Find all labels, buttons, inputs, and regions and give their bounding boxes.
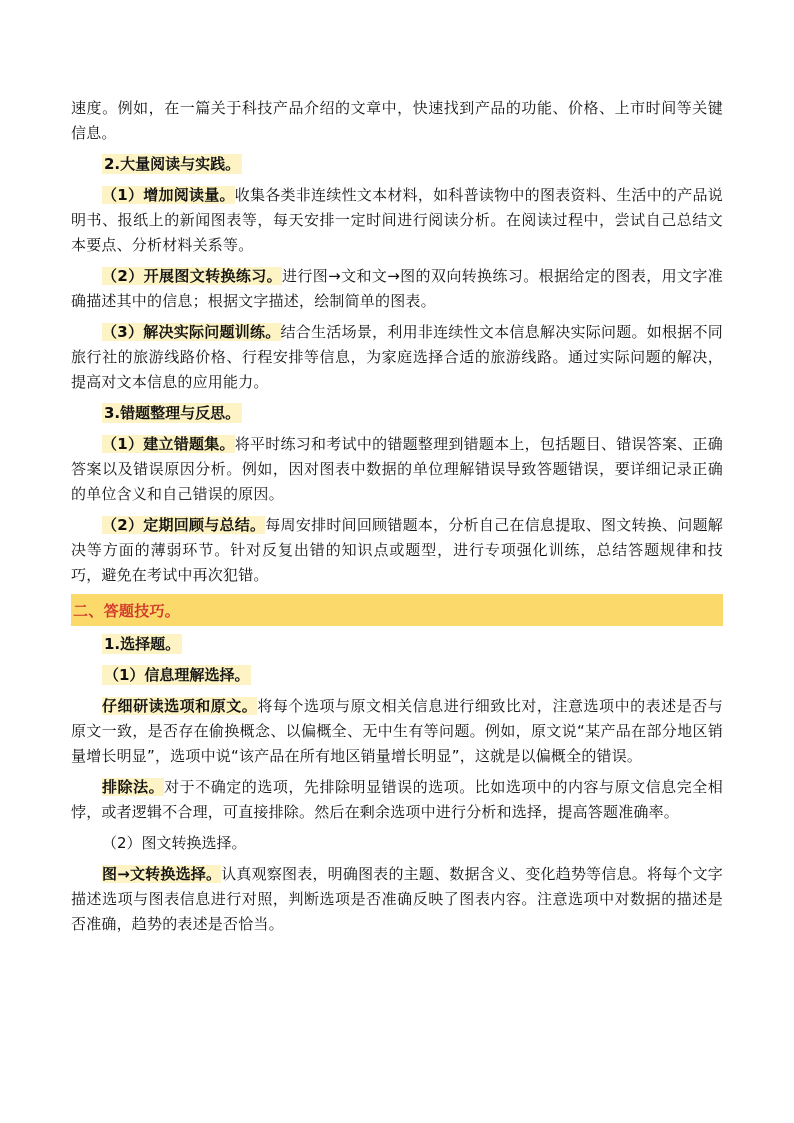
section-title: 二、答题技巧。: [73, 601, 181, 620]
heading-text: 3.错题整理与反思。: [104, 404, 241, 422]
heading-text: 2.大量阅读与实践。: [104, 155, 241, 173]
body-text: 收集各类非连续性文本材料，如科普读物中的图表资料、生活中的产品说明书、报纸上的新闻图表等，每天安排一定时间进行阅读分析。在阅读过程中，尝试自己总结文本要点、分析材料关系等。: [71, 186, 723, 254]
paragraph-periodic-review: [71, 513, 723, 588]
lead-text: 图→文转换选择。: [102, 865, 222, 883]
section-header-bar: [71, 594, 723, 626]
lead-text: 排除法。: [102, 778, 165, 796]
paragraph-increase-reading: [71, 183, 723, 258]
paragraph-image-to-text: [71, 862, 723, 937]
body-text: 每周安排时间回顾错题本，分析自己在信息提取、图文转换、问题解决等方面的薄弱环节。针对反复出错的知识点或题型，进行专项强化训练，总结答题规律和技巧，避免在考试中再次犯错。: [71, 516, 723, 584]
lead-text: （3）解决实际问题训练。: [102, 323, 281, 341]
heading-error-review: [71, 401, 723, 426]
paragraph-read-options: [71, 694, 723, 769]
paragraph-continuation: 速度。例如，在一篇关于科技产品介绍的文章中，快速找到产品的功能、价格、上市时间等关键信息。: [71, 99, 723, 142]
heading-text: （1）信息理解选择。: [104, 666, 250, 684]
document-page: [71, 96, 723, 943]
lead-text: （1）建立错题集。: [102, 435, 235, 453]
heading-text: （2）图文转换选择。: [102, 834, 247, 852]
heading-multiple-choice: [71, 632, 723, 657]
heading-image-text-choice: [71, 831, 723, 856]
paragraph-image-text-practice: [71, 264, 723, 314]
body-text: 结合生活场景，利用非连续性文本信息解决实际问题。如根据不同旅行社的旅游线路价格、行程安排等信息，为家庭选择合适的旅游线路。通过实际问题的解决，提高对文本信息的应用能力。: [71, 323, 723, 391]
lead-text: （1）增加阅读量。: [102, 186, 235, 204]
heading-reading-practice: [71, 152, 723, 177]
lead-text: （2）定期回顾与总结。: [102, 516, 266, 534]
body-text: 对于不确定的选项，先排除明显错误的选项。比如选项中的内容与原文信息完全相悖，或者逻辑不合理，可直接排除。然后在剩余选项中进行分析和选择，提高答题准确率。: [71, 778, 723, 821]
body-text: 认真观察图表，明确图表的主题、数据含义、变化趋势等信息。将每个文字描述选项与图表信息进行对照，判断选项是否准确反映了图表内容。注意选项中对数据的描述是否准确，趋势的表述是否恰当。: [71, 865, 723, 933]
body-text: 将每个选项与原文相关信息进行细致比对，注意选项中的表述是否与原文一致，是否存在偷换概念、以偏概全、无中生有等问题。例如，原文说“某产品在部分地区销量增长明显”，选项中说“该产品在所有地区销量增长明显”，这就是以偏概全的错误。: [71, 697, 723, 765]
paragraph-error-book: [71, 432, 723, 507]
paragraph-real-problems: [71, 320, 723, 395]
heading-text: 1.选择题。: [104, 635, 181, 653]
body-text: 将平时练习和考试中的错题整理到错题本上，包括题目、错误答案、正确答案以及错误原因分析。例如，因对图表中数据的单位理解错误导致答题错误，要详细记录正确的单位含义和自己错误的原因。: [71, 435, 723, 503]
paragraph-elimination: [71, 775, 723, 825]
lead-text: （2）开展图文转换练习。: [102, 267, 282, 285]
body-text: 进行图→文和文→图的双向转换练习。根据给定的图表，用文字准确描述其中的信息；根据文字描述，绘制简单的图表。: [71, 267, 723, 310]
heading-info-choice: [71, 663, 723, 688]
lead-text: 仔细研读选项和原文。: [102, 697, 258, 715]
